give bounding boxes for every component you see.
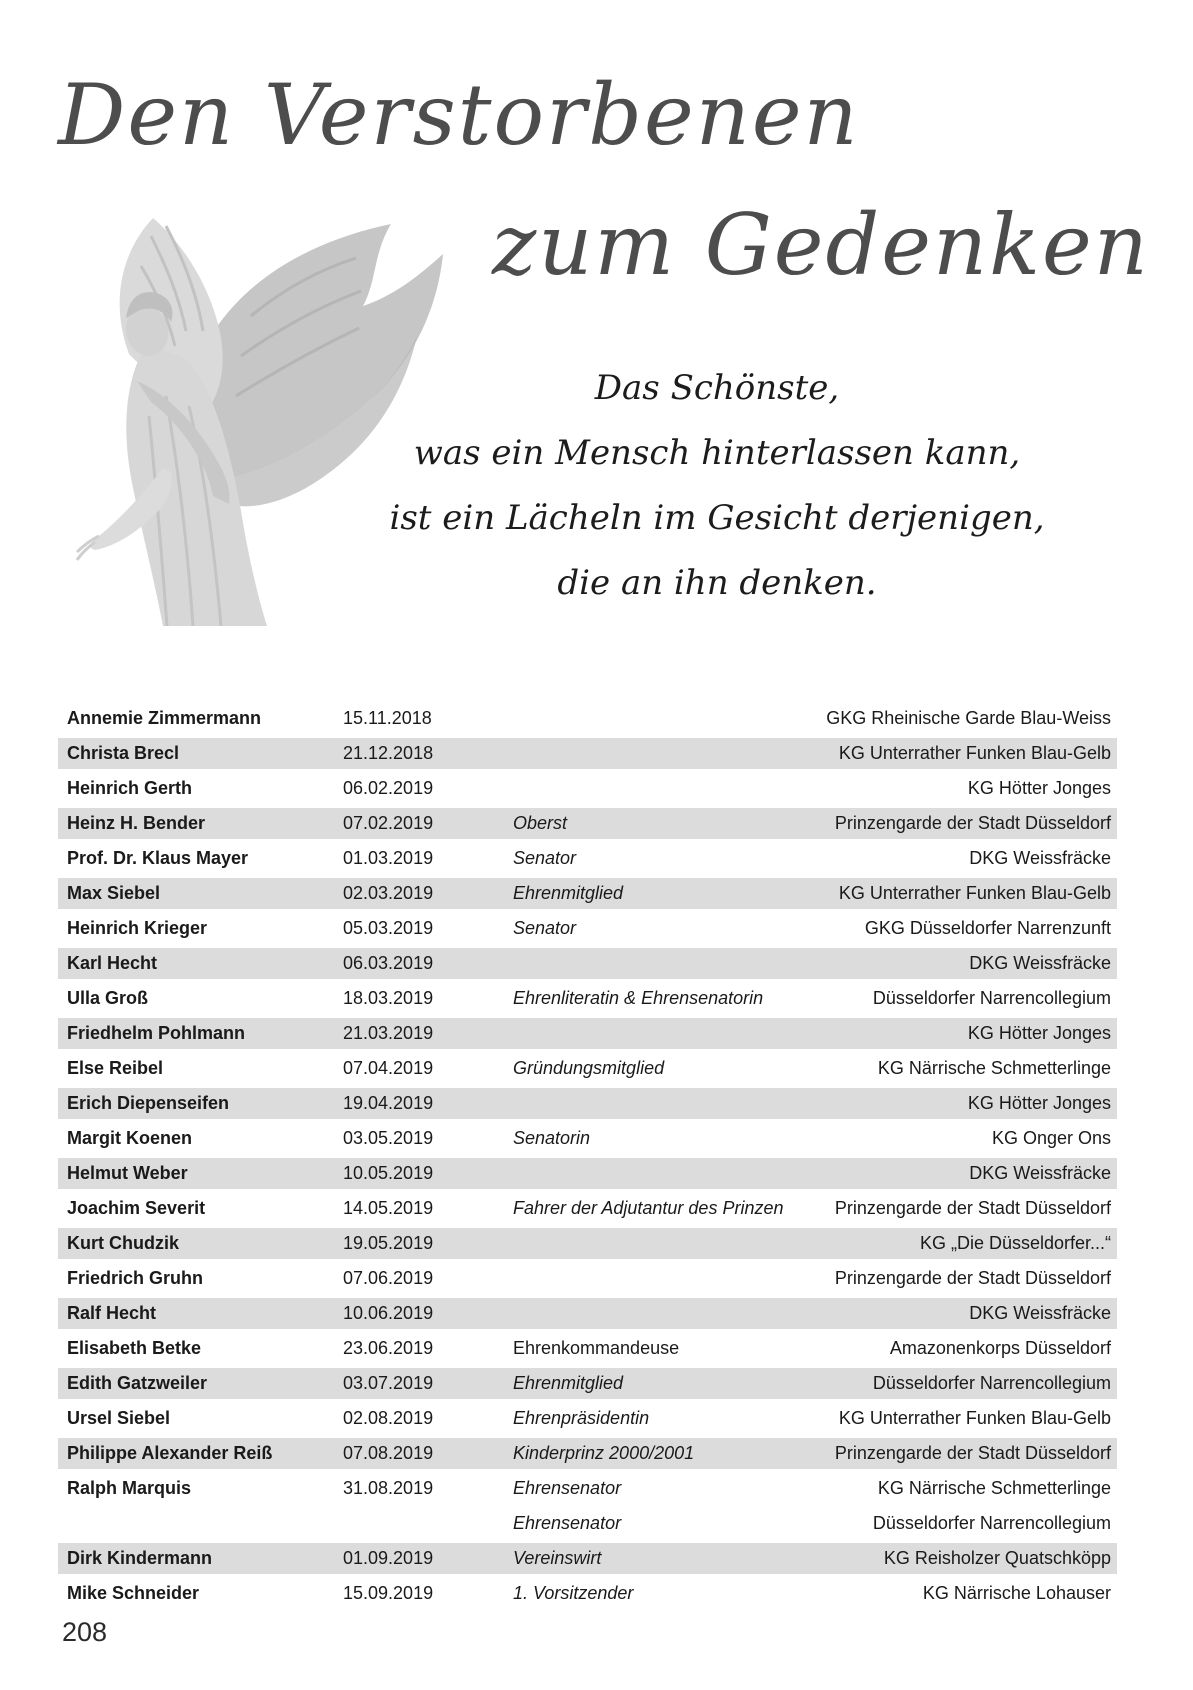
table-row [58,1086,1117,1121]
table-row [58,876,1117,911]
death-date: 02.08.2019 [343,1408,434,1428]
table-row [58,946,1117,981]
table-row [58,806,1117,841]
deceased-name: Friedrich Gruhn [67,1268,204,1288]
death-date: 07.04.2019 [343,1058,434,1078]
organization: KG Reisholzer Quatschköpp [883,1548,1111,1568]
honorary-title: Fahrer der Adjutantur des Prinzen [513,1198,784,1218]
honorary-title: Gründungsmitglied [513,1058,665,1078]
death-date: 21.12.2018 [343,743,434,763]
table-row [58,1051,1117,1086]
deceased-name: Christa Brecl [67,743,180,763]
deceased-name: Ursel Siebel [67,1408,171,1428]
honorary-title: Ehrenmitglied [513,883,624,903]
honorary-title: Ehrenmitglied [513,1373,624,1393]
deceased-name: Ralph Marquis [67,1478,192,1498]
death-date: 21.03.2019 [343,1023,434,1043]
table-row [58,1296,1117,1331]
page-title-line1: Den Verstorbenen [58,66,860,164]
death-date: 15.11.2018 [343,708,432,728]
table-row [58,911,1117,946]
table-row [58,1016,1117,1051]
deceased-name: Kurt Chudzik [67,1233,179,1253]
table-row [58,1331,1117,1366]
organization: Prinzengarde der Stadt Düsseldorf [834,813,1111,833]
table-row [58,1471,1117,1506]
organization: Düsseldorfer Narrencollegium [872,1513,1111,1533]
deceased-name: Heinz H. Bender [67,813,206,833]
death-date: 14.05.2019 [343,1198,434,1218]
table-row [58,841,1117,876]
page-title-line2: zum Gedenken [492,196,1150,294]
deceased-name: Dirk Kindermann [67,1548,213,1568]
honorary-title: Senator [513,848,577,868]
table-row [58,1226,1117,1261]
deceased-name: Edith Gatzweiler [67,1373,208,1393]
table-row [58,1401,1117,1436]
organization: Düsseldorfer Narrencollegium [872,1373,1111,1393]
death-date: 07.08.2019 [343,1443,434,1463]
honorary-title: Ehrensenator [513,1478,622,1498]
death-date: 23.06.2019 [343,1338,434,1358]
deceased-name: Ulla Groß [67,988,149,1008]
organization: Amazonenkorps Düsseldorf [889,1338,1111,1358]
table-row [58,1541,1117,1576]
table-row [58,1156,1117,1191]
death-date: 18.03.2019 [343,988,434,1008]
table-row [58,981,1117,1016]
table-row [58,1436,1117,1471]
death-date: 06.02.2019 [343,778,434,798]
table-row [58,1366,1117,1401]
death-date: 10.06.2019 [343,1303,434,1323]
memorial-table [58,701,1117,1611]
honorary-title: Ehrenpräsidentin [513,1408,650,1428]
honorary-title: Senator [513,918,577,938]
honorary-title: Vereinswirt [513,1548,602,1568]
quote-line: die an ihn denken. [557,563,877,603]
deceased-name: Annemie Zimmermann [67,708,262,728]
death-date: 15.09.2019 [343,1583,434,1603]
death-date: 07.02.2019 [343,813,434,833]
honorary-title: Ehrenliteratin & Ehrensenatorin [513,988,764,1008]
page-number: 208 [62,1617,108,1647]
death-date: 10.05.2019 [343,1163,434,1183]
organization: KG Närrische Schmetterlinge [877,1478,1111,1498]
death-date: 05.03.2019 [343,918,434,938]
organization: KG Hötter Jonges [967,1023,1111,1043]
death-date: 06.03.2019 [343,953,434,973]
organization: KG Unterrather Funken Blau-Gelb [838,1408,1111,1428]
organization: GKG Düsseldorfer Narrenzunft [864,918,1111,938]
table-row [58,771,1117,806]
organization: KG Hötter Jonges [967,1093,1111,1113]
death-date: 31.08.2019 [343,1478,434,1498]
honorary-title: Oberst [513,813,568,833]
deceased-name: Erich Diepenseifen [67,1093,230,1113]
deceased-name: Max Siebel [67,883,161,903]
death-date: 19.04.2019 [343,1093,434,1113]
honorary-title: Senatorin [513,1128,591,1148]
honorary-title: Kinderprinz 2000/2001 [513,1443,695,1463]
organization: GKG Rheinische Garde Blau-Weiss [826,708,1111,728]
table-row [58,1191,1117,1226]
death-date: 03.07.2019 [343,1373,434,1393]
organization: KG Hötter Jonges [967,778,1111,798]
deceased-name: Mike Schneider [67,1583,200,1603]
death-date: 19.05.2019 [343,1233,434,1253]
organization: KG „Die Düsseldorfer...“ [919,1233,1111,1253]
death-date: 03.05.2019 [343,1128,434,1148]
memorial-quote [372,356,1062,616]
deceased-name: Friedhelm Pohlmann [67,1023,246,1043]
table-row [58,701,1117,736]
organization: Prinzengarde der Stadt Düsseldorf [834,1443,1111,1463]
quote-line: ist ein Lächeln im Gesicht derjenigen, [389,498,1045,538]
honorary-title: Ehrensenator [513,1513,622,1533]
deceased-name: Heinrich Krieger [67,918,208,938]
table-row [58,1261,1117,1296]
quote-line: Das Schönste, [594,368,840,408]
deceased-name: Karl Hecht [67,953,158,973]
deceased-name: Heinrich Gerth [67,778,193,798]
table-row [58,736,1117,771]
organization: KG Unterrather Funken Blau-Gelb [838,883,1111,903]
organization: KG Onger Ons [991,1128,1111,1148]
deceased-name: Philippe Alexander Reiß [67,1443,273,1463]
organization: KG Närrische Lohauser [922,1583,1111,1603]
table-row [58,1576,1117,1611]
deceased-name: Joachim Severit [67,1198,206,1218]
deceased-name: Margit Koenen [67,1128,193,1148]
table-row [58,1506,1117,1541]
organization: Prinzengarde der Stadt Düsseldorf [834,1198,1111,1218]
deceased-name: Prof. Dr. Klaus Mayer [67,848,249,868]
organization: DKG Weissfräcke [969,848,1111,868]
table-row [58,1121,1117,1156]
organization: KG Närrische Schmetterlinge [877,1058,1111,1078]
organization: Düsseldorfer Narrencollegium [872,988,1111,1008]
deceased-name: Else Reibel [67,1058,164,1078]
death-date: 02.03.2019 [343,883,434,903]
death-date: 01.09.2019 [343,1548,434,1568]
honorary-title: 1. Vorsitzender [513,1583,634,1603]
deceased-name: Helmut Weber [67,1163,188,1183]
quote-line: was ein Mensch hinterlassen kann, [413,433,1021,473]
organization: DKG Weissfräcke [969,1163,1111,1183]
honorary-title: Ehrenkommandeuse [513,1338,680,1358]
death-date: 07.06.2019 [343,1268,434,1288]
organization: KG Unterrather Funken Blau-Gelb [838,743,1111,763]
organization: DKG Weissfräcke [969,1303,1111,1323]
death-date: 01.03.2019 [343,848,434,868]
organization: DKG Weissfräcke [969,953,1111,973]
deceased-name: Ralf Hecht [67,1303,157,1323]
deceased-name: Elisabeth Betke [67,1338,202,1358]
organization: Prinzengarde der Stadt Düsseldorf [834,1268,1111,1288]
